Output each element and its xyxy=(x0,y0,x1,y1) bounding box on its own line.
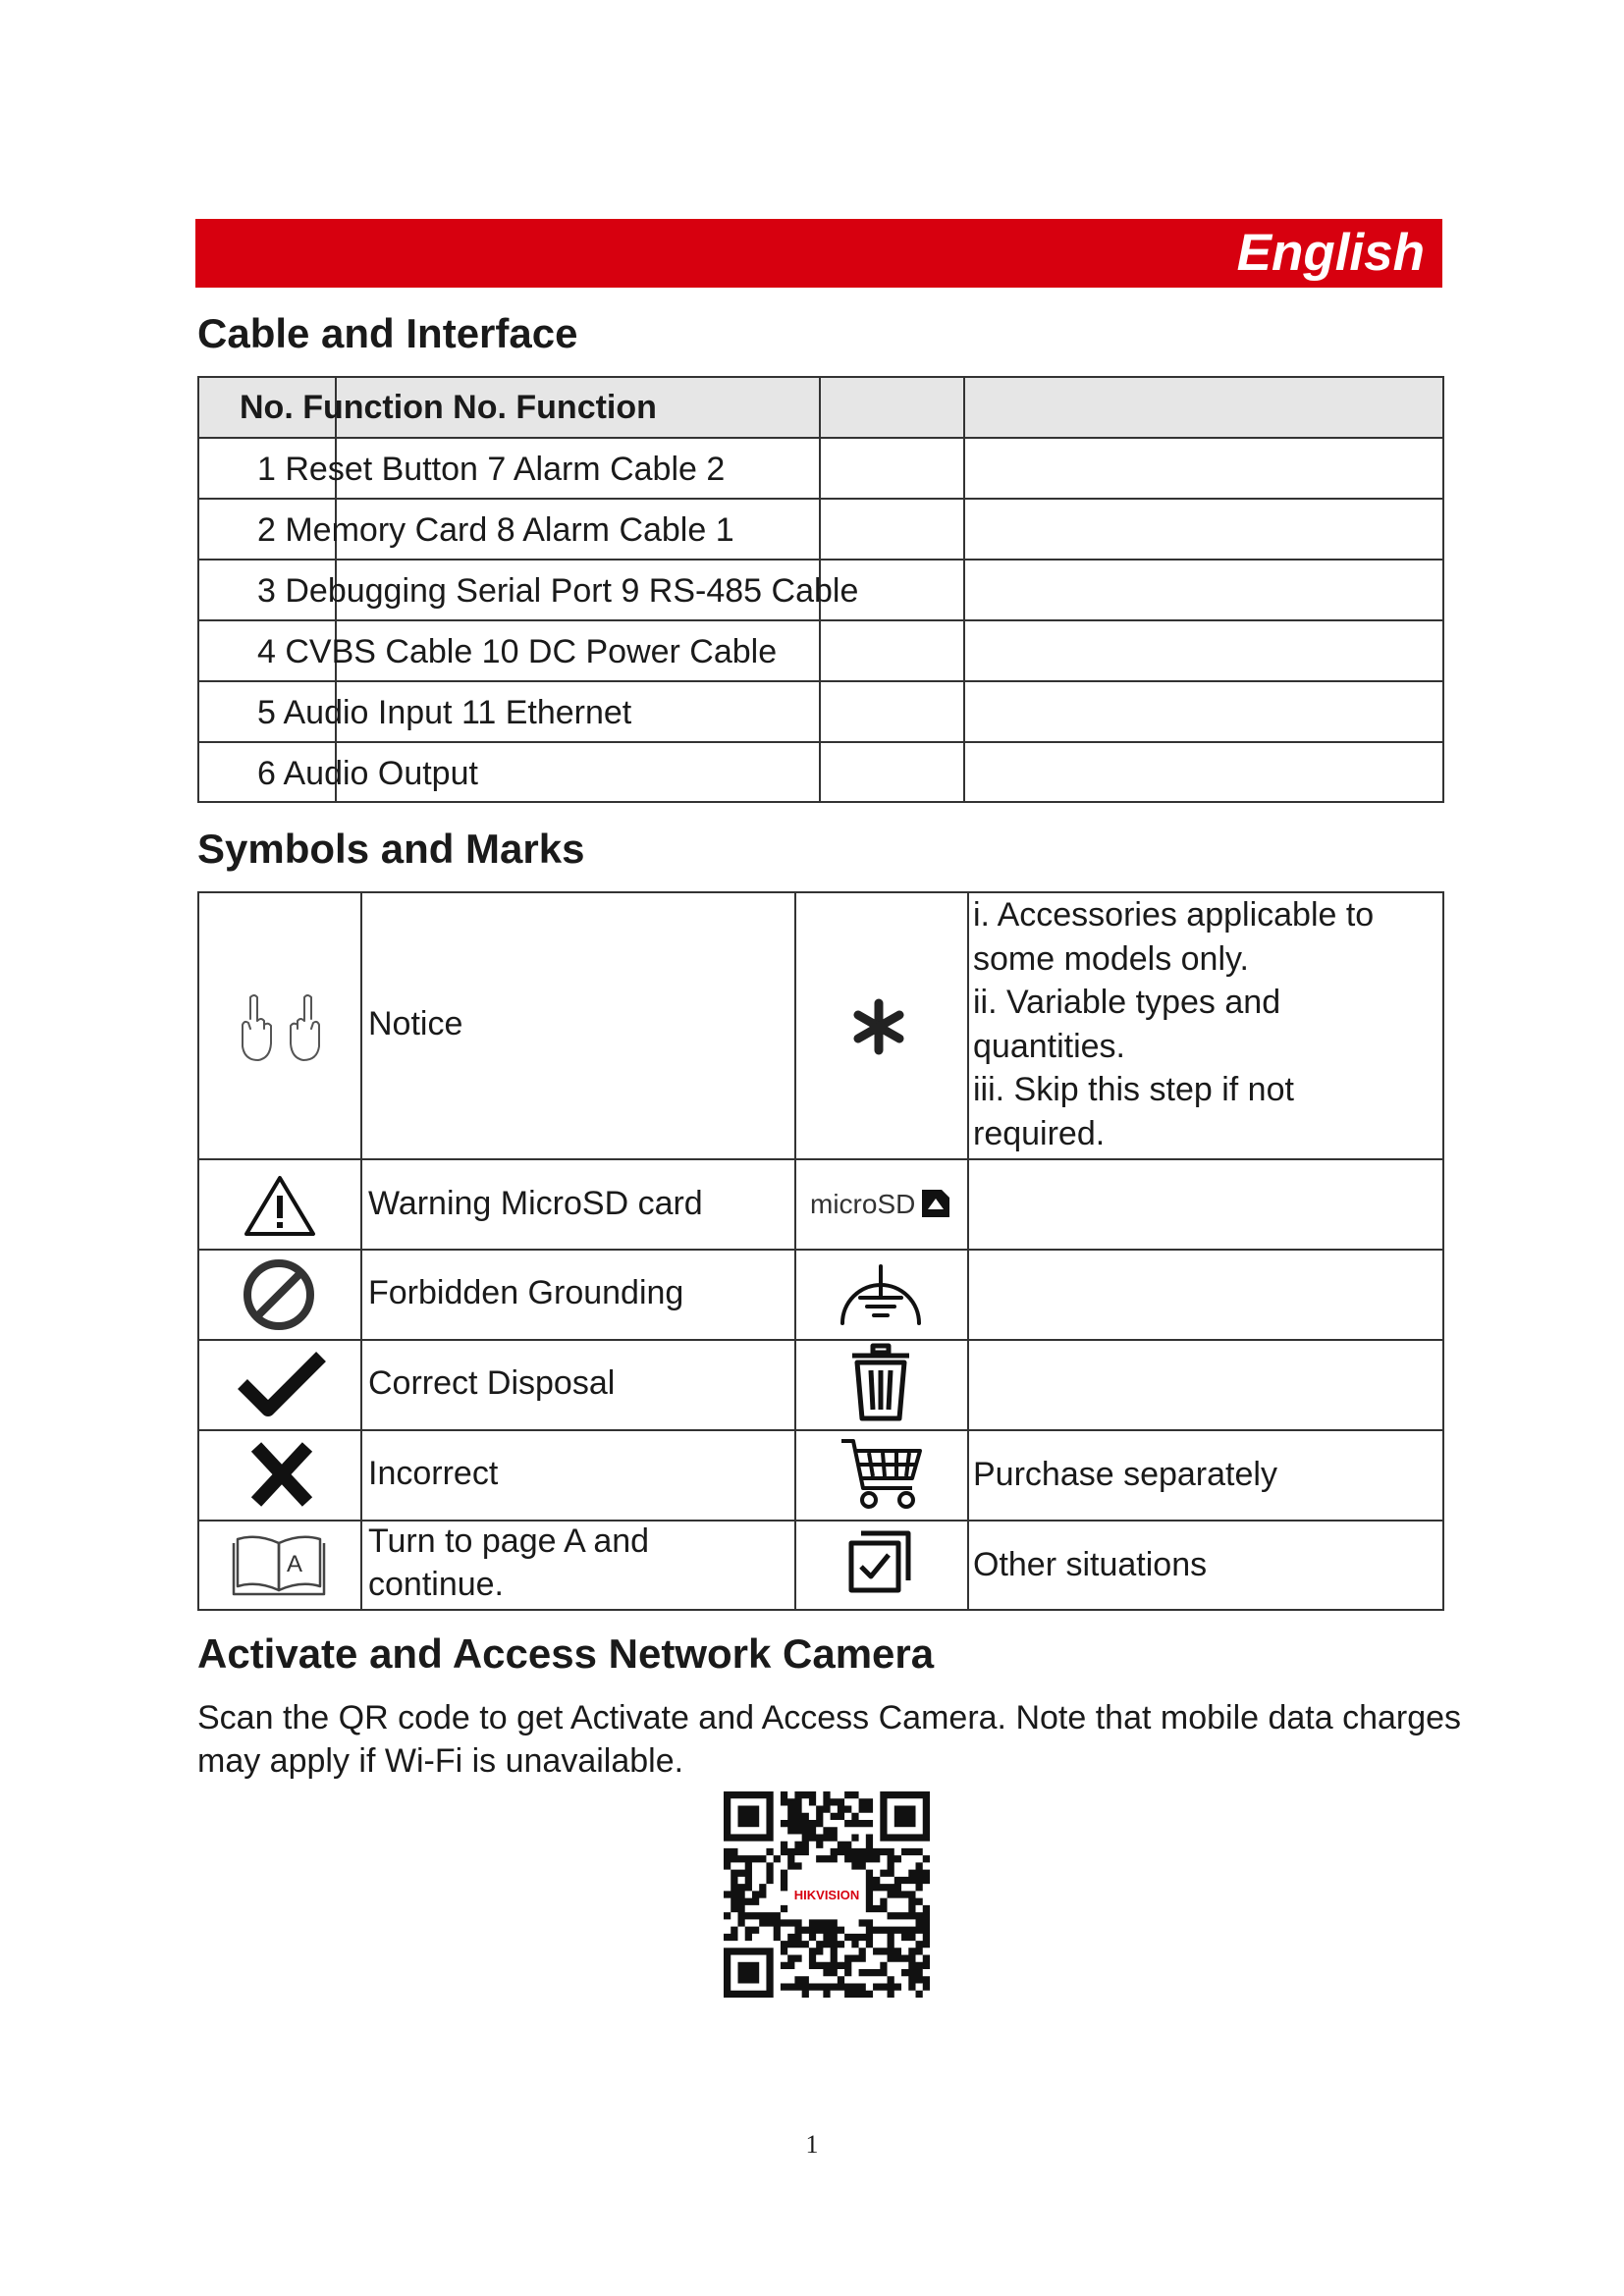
language-banner xyxy=(195,219,1442,288)
shopping-cart-icon xyxy=(839,1437,924,1512)
checkmark-icon xyxy=(237,1349,327,1417)
notice-label: Notice xyxy=(368,1005,463,1042)
table-row: 2 Memory Card 8 Alarm Cable 1 xyxy=(257,511,734,549)
correct-disposal-label: Correct Disposal xyxy=(368,1364,616,1402)
microsd-logo-icon: microSD xyxy=(810,1182,952,1225)
table-row: 3 Debugging Serial Port 9 RS-485 Cable xyxy=(257,572,859,610)
qr-logo: HIKVISION xyxy=(793,1888,860,1902)
cable-table xyxy=(197,376,1444,803)
warning-triangle-icon xyxy=(244,1174,316,1237)
table-row: 1 Reset Button 7 Alarm Cable 2 xyxy=(257,451,726,488)
page-number: 1 xyxy=(805,2130,819,2159)
cable-section-title: Cable and Interface xyxy=(197,310,578,356)
trash-bin-icon xyxy=(849,1343,912,1423)
table-row: 6 Audio Output xyxy=(257,755,478,792)
asterisk-icon xyxy=(849,997,908,1056)
open-book-icon: A xyxy=(230,1529,328,1602)
other-situations-label: Other situations xyxy=(973,1546,1208,1583)
warning-microsd-label: Warning MicroSD card xyxy=(368,1185,703,1222)
table-row: 4 CVBS Cable 10 DC Power Cable xyxy=(257,633,778,670)
table-header-row: No. Function No. Function xyxy=(240,389,657,426)
activate-instructions: Scan the QR code to get Activate and Access Camera. Note that mobile data charges may apply if Wi-Fi is unavailable. xyxy=(197,1699,1462,1780)
forbidden-icon xyxy=(243,1258,315,1331)
notice-hands-icon xyxy=(237,989,325,1063)
table-row: 5 Audio Input 11 Ethernet xyxy=(257,694,632,731)
incorrect-label: Incorrect xyxy=(368,1455,499,1492)
qr-code xyxy=(724,1791,930,1998)
cross-icon xyxy=(250,1441,313,1508)
grounding-icon xyxy=(839,1262,923,1327)
accessory-notes: i. Accessories applicable to some models only. ii. Variable types and quantities. iii. Skip this step if not required. xyxy=(973,896,1375,1152)
symbols-section-title: Symbols and Marks xyxy=(197,826,585,872)
purchase-separately-label: Purchase separately xyxy=(973,1456,1277,1493)
symbols-table xyxy=(197,891,1444,1611)
activate-section-title: Activate and Access Network Camera xyxy=(197,1630,935,1677)
forbidden-grounding-label: Forbidden Grounding xyxy=(368,1274,684,1311)
language-label: English xyxy=(1236,224,1425,282)
checkbox-stack-icon xyxy=(847,1529,912,1594)
turn-to-page-label: Turn to page A and continue. xyxy=(368,1522,650,1603)
